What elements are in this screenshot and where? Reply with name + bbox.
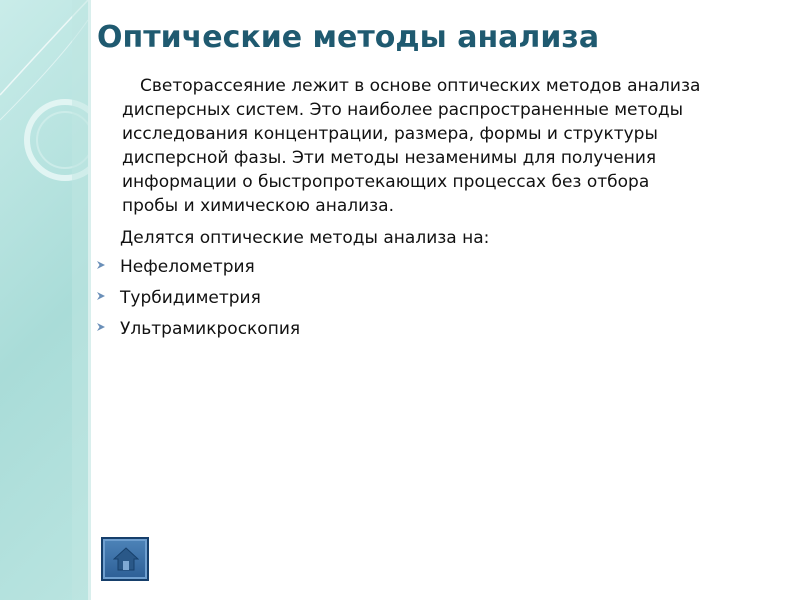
method-name: Нефелометрия xyxy=(120,257,255,277)
paragraph-line: дисперсных систем. Это наиболее распространенные методы xyxy=(122,100,683,120)
paragraph xyxy=(100,74,787,218)
method-name: Ультрамикроскопия xyxy=(120,319,301,339)
list-item xyxy=(96,286,790,317)
paragraph-line: информации о быстропротекающих процессах без отбора xyxy=(122,172,650,192)
slide-title: Оптические методы анализа xyxy=(97,20,600,55)
methods-list xyxy=(96,255,790,348)
paragraph-line: пробы и химическою анализа. xyxy=(122,196,395,216)
home-button[interactable] xyxy=(101,537,149,581)
paragraph-line: дисперсной фазы. Эти методы незаменимы для получения xyxy=(122,148,657,168)
list-item xyxy=(96,317,790,348)
decorative-sidebar xyxy=(0,0,88,600)
paragraph-line: Светорассеяние лежит в основе оптических методов анализа xyxy=(140,76,701,96)
sidebar-decoration xyxy=(0,0,88,600)
home-icon xyxy=(113,546,139,572)
sidebar-divider xyxy=(88,0,91,600)
method-name: Турбидиметрия xyxy=(120,288,261,308)
arrow-bullet-icon xyxy=(96,322,106,332)
methods-intro: Делятся оптические методы анализа на: xyxy=(120,228,490,248)
list-item xyxy=(96,255,790,286)
paragraph-line: исследования концентрации, размера, формы и структуры xyxy=(122,124,658,144)
arrow-bullet-icon xyxy=(96,260,106,270)
slide-content xyxy=(100,74,790,348)
arrow-bullet-icon xyxy=(96,291,106,301)
